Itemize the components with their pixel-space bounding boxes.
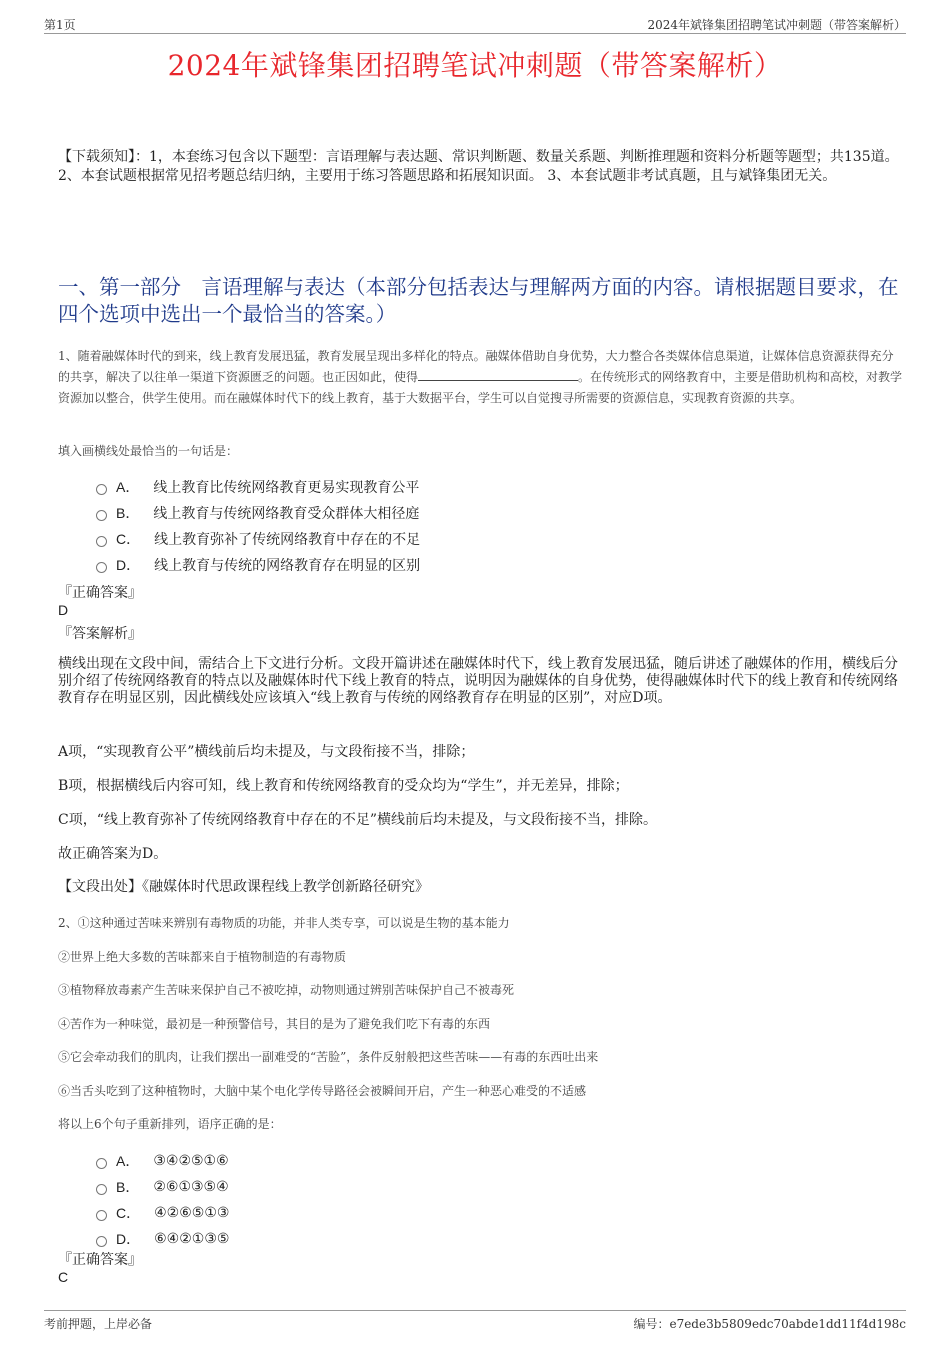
analysis-label: 『答案解析』: [58, 626, 142, 642]
question-1-text: [58, 346, 904, 409]
radio-icon[interactable]: [96, 1236, 107, 1247]
option-letter: D．: [116, 1231, 141, 1247]
option-letter: A．: [116, 1153, 140, 1169]
analysis-option-c: C项，“线上教育弥补了传统网络教育中存在的不足”横线前后均未提及，与文段衔接不当，排除。: [58, 812, 658, 828]
correct-answer-label: 『正确答案』: [58, 1252, 142, 1268]
option-letter: C．: [116, 1205, 141, 1221]
option-text: 线上教育弥补了传统网络教育中存在的不足: [154, 532, 421, 548]
question-2-sentence: ⑤它会牵动我们的肌肉，让我们摆出一副难受的“苦脸”，条件反射般把这些苦味——有毒的东西吐出来: [58, 1050, 599, 1064]
question-2-option-b[interactable]: [96, 1177, 229, 1197]
radio-icon[interactable]: [96, 1158, 107, 1169]
download-notice: 【下载须知】：1，本套练习包含以下题型：言语理解与表达题、常识判断题、数量关系题、判断推理题和资料分析题等题型；共135道。 2、本套试题根据常见招考题总结归纳，主要用于练习答题思路和拓展知识面。 3、本套试题非考试真题，且与斌锋集团无关。: [58, 149, 899, 184]
question-2-sentence: ②世界上绝大多数的苦味都来自于植物制造的有毒物质: [58, 950, 347, 964]
question-2-sentence: 2、①这种通过苦味来辨别有毒物质的功能，并非人类专享，可以说是生物的基本能力: [58, 916, 510, 930]
question-2-sentence: ③植物释放毒素产生苦味来保护自己不被吃掉，动物则通过辨别苦味保护自己不被毒死: [58, 983, 515, 997]
analysis-option-b: B项，根据横线后内容可知，线上教育和传统网络教育的受众均为“学生”，并无差异，排除；: [58, 778, 629, 794]
fill-blank: [418, 368, 578, 381]
question-2-sentence: ⑥当舌头吃到了这种植物时，大脑中某个电化学传导路径会被瞬间开启，产生一种恶心难受的不适感: [58, 1084, 587, 1098]
question-1-text-before: 1、随着融媒体时代的到来，线上教育发展迅猛，教育发展呈现出多样化的特点。融媒体借助自身优势，大力整合各类媒体信息渠道，让媒体信息资源获得充分的共享，解决了以往单一渠道下资源匮乏的问题。也正因如此，使得: [58, 349, 894, 384]
question-2-option-c[interactable]: [96, 1203, 229, 1223]
question-1-option-d[interactable]: [96, 555, 420, 575]
correct-answer: D: [58, 602, 69, 618]
analysis-option-a: A项，“实现教育公平”横线前后均未提及，与文段衔接不当，排除；: [58, 744, 475, 760]
question-1-option-a[interactable]: [96, 477, 419, 497]
footer-divider: [44, 1310, 906, 1311]
option-text: 线上教育与传统网络教育受众群体大相径庭: [153, 506, 420, 522]
option-text: ④②⑥⑤①③: [154, 1205, 230, 1221]
option-text: ③④②⑤①⑥: [153, 1153, 229, 1169]
radio-icon[interactable]: [96, 510, 107, 521]
option-text: ②⑥①③⑤④: [153, 1179, 229, 1195]
radio-icon[interactable]: [96, 1210, 107, 1221]
option-letter: C．: [116, 531, 141, 547]
page-title: 2024年斌锋集团招聘笔试冲刺题（带答案解析）: [167, 49, 783, 82]
section-heading: 一、第一部分 言语理解与表达（本部分包括表达与理解两方面的内容。请根据题目要求，在四个选项中选出一个最恰当的答案。）: [58, 275, 899, 326]
radio-icon[interactable]: [96, 1184, 107, 1195]
option-letter: D．: [116, 557, 141, 573]
radio-icon[interactable]: [96, 536, 107, 547]
question-2-option-d[interactable]: [96, 1229, 229, 1249]
option-letter: B．: [116, 1179, 140, 1195]
option-text: 线上教育与传统的网络教育存在明显的区别: [154, 558, 421, 574]
analysis-text: 横线出现在文段中间，需结合上下文进行分析。文段开篇讲述在融媒体时代下，线上教育发展迅猛，随后讲述了融媒体的作用，横线后分别介绍了传统网络教育的特点以及融媒体时代下线上教育的特点，说明因为融媒体的自身优势，使得融媒体时代下的线上教育和传统网络教育存在明显区别，因此横线处应该填入“线上教育与传统的网络教育存在明显的区别”，对应D项。: [58, 656, 898, 706]
analysis-conclusion: 故正确答案为D。: [58, 846, 168, 862]
radio-icon[interactable]: [96, 484, 107, 495]
page-number: 第1页: [44, 18, 76, 32]
footer-doc-id: 编号：e7ede3b5809edc70abde1dd11f4d198c: [633, 1317, 906, 1331]
question-2-sentence: ④苦作为一种味觉，最初是一种预警信号，其目的是为了避免我们吃下有毒的东西: [58, 1017, 491, 1031]
option-letter: A．: [116, 479, 140, 495]
question-2-option-a[interactable]: [96, 1151, 229, 1171]
header-divider: [44, 33, 906, 34]
question-1-text-after: 。在传统形式的网络教育中，主要是借助机构和高校，对教学资源加以整合，供学生使用。而在融媒体时代下的线上教育，基于大数据平台，学生可以自觉搜寻所需要的资源信息，实现教育资源的共享。: [58, 370, 903, 405]
option-text: 线上教育比传统网络教育更易实现教育公平: [153, 480, 420, 496]
question-2-prompt: 将以上6个句子重新排列，语序正确的是：: [58, 1117, 282, 1131]
correct-answer-label: 『正确答案』: [58, 585, 142, 601]
question-1-option-b[interactable]: [96, 503, 419, 523]
correct-answer: C: [58, 1269, 69, 1285]
radio-icon[interactable]: [96, 562, 107, 573]
header-doc-title: 2024年斌锋集团招聘笔试冲刺题（带答案解析）: [647, 18, 906, 32]
option-letter: B．: [116, 505, 140, 521]
footer-slogan: 考前押题，上岸必备: [44, 1317, 153, 1331]
text-source: 【文段出处】《融媒体时代思政课程线上教学创新路径研究》: [58, 879, 429, 895]
option-text: ⑥④②①③⑤: [154, 1231, 230, 1247]
question-1-option-c[interactable]: [96, 529, 420, 549]
question-1-prompt: 填入画横线处最恰当的一句话是：: [58, 444, 239, 458]
